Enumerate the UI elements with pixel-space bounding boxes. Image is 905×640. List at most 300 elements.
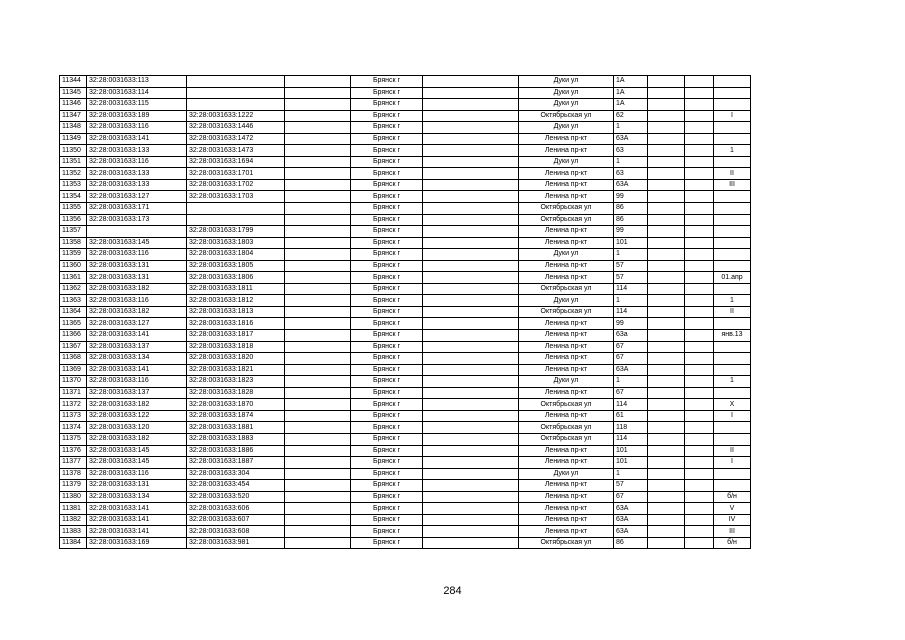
- cell-empty-column: [285, 341, 351, 353]
- cell-parcel-number: 32:28:0031633:122: [87, 410, 187, 422]
- table-row: [60, 318, 751, 330]
- cell-empty-column: [423, 537, 519, 549]
- cell-apartment: II: [714, 306, 751, 318]
- cell-object-number: 32:28:0031633:1702: [187, 179, 285, 191]
- cell-city: Брянск г: [351, 526, 423, 538]
- cell-object-number: 32:28:0031633:1806: [187, 272, 285, 284]
- cell-street: Дуки ул: [519, 376, 614, 388]
- cell-street: Дуки ул: [519, 295, 614, 307]
- cell-object-number: 32:28:0031633:1816: [187, 318, 285, 330]
- cell-empty-column: [685, 99, 714, 111]
- cell-empty-column: [285, 387, 351, 399]
- cell-object-number: 32:28:0031633:1820: [187, 353, 285, 365]
- table-row: [60, 260, 751, 272]
- cell-empty-column: [685, 491, 714, 503]
- cell-apartment: [714, 76, 751, 88]
- cell-object-number: 32:28:0031633:1812: [187, 295, 285, 307]
- cell-city: Брянск г: [351, 87, 423, 99]
- cell-house-number: 101: [614, 237, 648, 249]
- cell-city: Брянск г: [351, 226, 423, 238]
- cell-row-number: 11360: [60, 260, 87, 272]
- cell-empty-column: [423, 76, 519, 88]
- cell-empty-column: [285, 422, 351, 434]
- cell-city: Брянск г: [351, 203, 423, 215]
- cell-row-number: 11381: [60, 503, 87, 515]
- cell-street: Ленина пр-кт: [519, 272, 614, 284]
- cell-parcel-number: 32:28:0031633:131: [87, 260, 187, 272]
- cell-street: Дуки ул: [519, 156, 614, 168]
- cell-parcel-number: 32:28:0031633:189: [87, 110, 187, 122]
- cell-object-number: 32:28:0031633:1874: [187, 410, 285, 422]
- table-row: [60, 364, 751, 376]
- cell-empty-column: [423, 87, 519, 99]
- cell-empty-column: [648, 295, 685, 307]
- cell-object-number: 32:28:0031633:1694: [187, 156, 285, 168]
- cell-street: Ленина пр-кт: [519, 491, 614, 503]
- cell-parcel-number: 32:28:0031633:145: [87, 445, 187, 457]
- cell-parcel-number: 32:28:0031633:171: [87, 203, 187, 215]
- cell-empty-column: [285, 122, 351, 134]
- cell-empty-column: [285, 468, 351, 480]
- cell-object-number: 32:28:0031633:1818: [187, 341, 285, 353]
- cell-house-number: 62: [614, 110, 648, 122]
- cell-empty-column: [648, 237, 685, 249]
- cell-empty-column: [685, 457, 714, 469]
- cell-house-number: 67: [614, 387, 648, 399]
- cell-parcel-number: 32:28:0031633:141: [87, 526, 187, 538]
- cell-empty-column: [648, 353, 685, 365]
- cell-street: Ленина пр-кт: [519, 445, 614, 457]
- cell-house-number: 1А: [614, 99, 648, 111]
- cell-empty-column: [648, 433, 685, 445]
- cell-empty-column: [423, 433, 519, 445]
- cell-empty-column: [423, 330, 519, 342]
- cell-empty-column: [285, 226, 351, 238]
- cell-empty-column: [423, 503, 519, 515]
- cell-empty-column: [648, 445, 685, 457]
- cell-apartment: [714, 468, 751, 480]
- cell-empty-column: [285, 133, 351, 145]
- cell-empty-column: [285, 249, 351, 261]
- cell-city: Брянск г: [351, 433, 423, 445]
- cell-house-number: 114: [614, 283, 648, 295]
- cell-house-number: 57: [614, 260, 648, 272]
- cell-empty-column: [685, 122, 714, 134]
- cell-empty-column: [648, 491, 685, 503]
- cell-house-number: 67: [614, 353, 648, 365]
- cell-empty-column: [648, 364, 685, 376]
- cell-object-number: 32:28:0031633:1823: [187, 376, 285, 388]
- cell-row-number: 11363: [60, 295, 87, 307]
- table-row: [60, 214, 751, 226]
- cell-city: Брянск г: [351, 76, 423, 88]
- cell-parcel-number: 32:28:0031633:182: [87, 283, 187, 295]
- cell-empty-column: [423, 237, 519, 249]
- cell-empty-column: [423, 410, 519, 422]
- cell-object-number: 32:28:0031633:608: [187, 526, 285, 538]
- cell-object-number: 32:28:0031633:454: [187, 480, 285, 492]
- cell-street: Ленина пр-кт: [519, 237, 614, 249]
- cell-empty-column: [648, 341, 685, 353]
- cell-row-number: 11368: [60, 353, 87, 365]
- cell-object-number: 32:28:0031633:1446: [187, 122, 285, 134]
- cell-city: Брянск г: [351, 330, 423, 342]
- cell-empty-column: [423, 283, 519, 295]
- cell-empty-column: [423, 468, 519, 480]
- cell-empty-column: [423, 99, 519, 111]
- cell-object-number: 32:28:0031633:1803: [187, 237, 285, 249]
- cell-apartment: [714, 387, 751, 399]
- cell-house-number: 63А: [614, 133, 648, 145]
- cell-empty-column: [285, 145, 351, 157]
- cell-city: Брянск г: [351, 537, 423, 549]
- cell-parcel-number: 32:28:0031633:116: [87, 122, 187, 134]
- cell-empty-column: [648, 514, 685, 526]
- page-number: 284: [443, 585, 462, 597]
- cell-empty-column: [285, 191, 351, 203]
- cell-city: Брянск г: [351, 156, 423, 168]
- cell-house-number: 114: [614, 306, 648, 318]
- cell-empty-column: [648, 99, 685, 111]
- cell-empty-column: [685, 399, 714, 411]
- cell-empty-column: [685, 364, 714, 376]
- cell-empty-column: [685, 76, 714, 88]
- cell-row-number: 11357: [60, 226, 87, 238]
- cell-house-number: 63А: [614, 526, 648, 538]
- cell-row-number: 11382: [60, 514, 87, 526]
- cell-empty-column: [685, 260, 714, 272]
- cell-house-number: 114: [614, 433, 648, 445]
- cell-city: Брянск г: [351, 376, 423, 388]
- cell-apartment: I: [714, 110, 751, 122]
- cell-city: Брянск г: [351, 341, 423, 353]
- cell-apartment: 1: [714, 376, 751, 388]
- cell-empty-column: [423, 133, 519, 145]
- cell-parcel-number: 32:28:0031633:116: [87, 249, 187, 261]
- cell-empty-column: [648, 179, 685, 191]
- cell-house-number: 99: [614, 191, 648, 203]
- cell-apartment: [714, 480, 751, 492]
- cell-apartment: [714, 99, 751, 111]
- cell-object-number: 32:28:0031633:520: [187, 491, 285, 503]
- table-row: [60, 249, 751, 261]
- cell-parcel-number: 32:28:0031633:133: [87, 168, 187, 180]
- cell-empty-column: [423, 422, 519, 434]
- cell-empty-column: [685, 480, 714, 492]
- table-row: [60, 526, 751, 538]
- cell-empty-column: [285, 168, 351, 180]
- table-row: [60, 237, 751, 249]
- cell-empty-column: [685, 433, 714, 445]
- cell-empty-column: [423, 399, 519, 411]
- cell-city: Брянск г: [351, 422, 423, 434]
- cell-empty-column: [285, 237, 351, 249]
- cell-row-number: 11356: [60, 214, 87, 226]
- cell-street: Октябрьская ул: [519, 537, 614, 549]
- cell-apartment: б/н: [714, 537, 751, 549]
- cell-apartment: [714, 226, 751, 238]
- cell-empty-column: [648, 387, 685, 399]
- cell-empty-column: [685, 168, 714, 180]
- cell-parcel-number: 32:28:0031633:120: [87, 422, 187, 434]
- cell-street: Ленина пр-кт: [519, 191, 614, 203]
- cell-empty-column: [285, 410, 351, 422]
- cell-empty-column: [685, 272, 714, 284]
- cell-row-number: 11364: [60, 306, 87, 318]
- cell-empty-column: [648, 410, 685, 422]
- cell-city: Брянск г: [351, 353, 423, 365]
- cell-empty-column: [423, 480, 519, 492]
- cell-empty-column: [685, 330, 714, 342]
- cell-empty-column: [285, 433, 351, 445]
- table-row: [60, 480, 751, 492]
- cell-house-number: 57: [614, 272, 648, 284]
- cell-apartment: [714, 237, 751, 249]
- cell-row-number: 11378: [60, 468, 87, 480]
- cell-parcel-number: 32:28:0031633:114: [87, 87, 187, 99]
- cell-parcel-number: [87, 226, 187, 238]
- cell-city: Брянск г: [351, 503, 423, 515]
- cell-apartment: III: [714, 179, 751, 191]
- cell-empty-column: [685, 87, 714, 99]
- cell-empty-column: [685, 295, 714, 307]
- cell-apartment: [714, 341, 751, 353]
- cell-city: Брянск г: [351, 306, 423, 318]
- cell-empty-column: [685, 191, 714, 203]
- cell-street: Ленина пр-кт: [519, 514, 614, 526]
- cell-parcel-number: 32:28:0031633:145: [87, 457, 187, 469]
- cell-object-number: [187, 214, 285, 226]
- cell-object-number: 32:28:0031633:981: [187, 537, 285, 549]
- cell-object-number: 32:28:0031633:1473: [187, 145, 285, 157]
- cell-parcel-number: 32:28:0031633:182: [87, 399, 187, 411]
- cell-city: Брянск г: [351, 237, 423, 249]
- cell-object-number: 32:28:0031633:1701: [187, 168, 285, 180]
- cell-empty-column: [423, 214, 519, 226]
- cell-street: Октябрьская ул: [519, 110, 614, 122]
- cell-house-number: 63: [614, 145, 648, 157]
- cell-empty-column: [685, 341, 714, 353]
- cell-empty-column: [648, 203, 685, 215]
- cell-row-number: 11348: [60, 122, 87, 134]
- cell-object-number: 32:28:0031633:1805: [187, 260, 285, 272]
- cell-empty-column: [285, 399, 351, 411]
- cell-house-number: 57: [614, 480, 648, 492]
- cell-object-number: 32:28:0031633:1870: [187, 399, 285, 411]
- cell-parcel-number: 32:28:0031633:116: [87, 468, 187, 480]
- cell-empty-column: [685, 318, 714, 330]
- cell-street: Ленина пр-кт: [519, 526, 614, 538]
- cell-apartment: [714, 433, 751, 445]
- cell-empty-column: [423, 168, 519, 180]
- cell-row-number: 11380: [60, 491, 87, 503]
- cell-row-number: 11383: [60, 526, 87, 538]
- cell-empty-column: [423, 145, 519, 157]
- cell-city: Брянск г: [351, 272, 423, 284]
- cell-city: Брянск г: [351, 283, 423, 295]
- cell-apartment: [714, 87, 751, 99]
- cell-street: Ленина пр-кт: [519, 318, 614, 330]
- cell-empty-column: [285, 306, 351, 318]
- cell-parcel-number: 32:28:0031633:141: [87, 514, 187, 526]
- cell-house-number: 86: [614, 214, 648, 226]
- cell-empty-column: [648, 249, 685, 261]
- cell-empty-column: [685, 133, 714, 145]
- cell-row-number: 11367: [60, 341, 87, 353]
- cell-apartment: X: [714, 399, 751, 411]
- cell-empty-column: [685, 110, 714, 122]
- cell-empty-column: [423, 249, 519, 261]
- cell-object-number: 32:28:0031633:1828: [187, 387, 285, 399]
- cell-parcel-number: 32:28:0031633:127: [87, 318, 187, 330]
- cell-apartment: [714, 191, 751, 203]
- cell-empty-column: [285, 99, 351, 111]
- cell-row-number: 11346: [60, 99, 87, 111]
- cell-street: Октябрьская ул: [519, 203, 614, 215]
- cell-empty-column: [423, 526, 519, 538]
- cell-empty-column: [685, 503, 714, 515]
- cell-city: Брянск г: [351, 295, 423, 307]
- cell-street: Октябрьская ул: [519, 283, 614, 295]
- table-row: [60, 283, 751, 295]
- cell-row-number: 11384: [60, 537, 87, 549]
- cell-empty-column: [423, 226, 519, 238]
- cell-empty-column: [285, 214, 351, 226]
- cell-parcel-number: 32:28:0031633:182: [87, 306, 187, 318]
- cell-object-number: [187, 99, 285, 111]
- cell-empty-column: [648, 376, 685, 388]
- cell-city: Брянск г: [351, 145, 423, 157]
- cell-empty-column: [648, 537, 685, 549]
- table-row: [60, 226, 751, 238]
- cell-empty-column: [685, 145, 714, 157]
- cell-house-number: 1: [614, 249, 648, 261]
- cell-row-number: 11376: [60, 445, 87, 457]
- cell-empty-column: [285, 318, 351, 330]
- cell-house-number: 63А: [614, 179, 648, 191]
- cell-parcel-number: 32:28:0031633:127: [87, 191, 187, 203]
- cell-empty-column: [423, 306, 519, 318]
- table-row: [60, 422, 751, 434]
- cell-empty-column: [648, 226, 685, 238]
- cell-street: Ленина пр-кт: [519, 410, 614, 422]
- cell-empty-column: [648, 260, 685, 272]
- cell-parcel-number: 32:28:0031633:182: [87, 433, 187, 445]
- cell-empty-column: [648, 526, 685, 538]
- cell-row-number: 11369: [60, 364, 87, 376]
- table-row: [60, 133, 751, 145]
- cell-object-number: [187, 203, 285, 215]
- cell-empty-column: [648, 110, 685, 122]
- cell-house-number: 1: [614, 295, 648, 307]
- table-row: [60, 399, 751, 411]
- cell-apartment: [714, 364, 751, 376]
- cell-empty-column: [285, 503, 351, 515]
- cell-empty-column: [423, 514, 519, 526]
- cell-empty-column: [423, 203, 519, 215]
- cell-row-number: 11351: [60, 156, 87, 168]
- cell-empty-column: [685, 422, 714, 434]
- cell-object-number: [187, 87, 285, 99]
- table-row: [60, 491, 751, 503]
- cell-empty-column: [285, 353, 351, 365]
- cell-row-number: 11377: [60, 457, 87, 469]
- cell-empty-column: [285, 537, 351, 549]
- cell-house-number: 86: [614, 203, 648, 215]
- cell-row-number: 11373: [60, 410, 87, 422]
- cell-row-number: 11347: [60, 110, 87, 122]
- cell-empty-column: [423, 110, 519, 122]
- cell-city: Брянск г: [351, 457, 423, 469]
- cell-apartment: V: [714, 503, 751, 515]
- cell-apartment: [714, 214, 751, 226]
- cell-row-number: 11352: [60, 168, 87, 180]
- cell-row-number: 11370: [60, 376, 87, 388]
- cell-object-number: 32:28:0031633:1817: [187, 330, 285, 342]
- cell-apartment: IV: [714, 514, 751, 526]
- cell-row-number: 11374: [60, 422, 87, 434]
- cell-parcel-number: 32:28:0031633:145: [87, 237, 187, 249]
- table-row: [60, 503, 751, 515]
- table-row: [60, 179, 751, 191]
- cell-street: Дуки ул: [519, 249, 614, 261]
- cell-parcel-number: 32:28:0031633:113: [87, 76, 187, 88]
- cell-parcel-number: 32:28:0031633:141: [87, 330, 187, 342]
- cell-row-number: 11354: [60, 191, 87, 203]
- cell-parcel-number: 32:28:0031633:169: [87, 537, 187, 549]
- cell-street: Ленина пр-кт: [519, 133, 614, 145]
- cell-city: Брянск г: [351, 399, 423, 411]
- cell-empty-column: [423, 260, 519, 272]
- table-row: [60, 376, 751, 388]
- cell-empty-column: [285, 260, 351, 272]
- table-row: [60, 330, 751, 342]
- table-row: [60, 203, 751, 215]
- cell-city: Брянск г: [351, 468, 423, 480]
- cell-empty-column: [423, 364, 519, 376]
- cell-street: Дуки ул: [519, 468, 614, 480]
- cell-empty-column: [423, 457, 519, 469]
- cell-empty-column: [423, 445, 519, 457]
- cell-empty-column: [685, 249, 714, 261]
- cell-empty-column: [648, 306, 685, 318]
- cell-city: Брянск г: [351, 445, 423, 457]
- table-row: [60, 191, 751, 203]
- cell-object-number: 32:28:0031633:607: [187, 514, 285, 526]
- cell-city: Брянск г: [351, 364, 423, 376]
- cell-city: Брянск г: [351, 387, 423, 399]
- cell-city: Брянск г: [351, 249, 423, 261]
- table-row: [60, 87, 751, 99]
- cell-street: Октябрьская ул: [519, 422, 614, 434]
- cell-empty-column: [423, 191, 519, 203]
- cell-apartment: янв.13: [714, 330, 751, 342]
- table-row: [60, 76, 751, 88]
- cell-empty-column: [285, 156, 351, 168]
- cell-row-number: 11355: [60, 203, 87, 215]
- table-row: [60, 433, 751, 445]
- cell-empty-column: [685, 376, 714, 388]
- cell-parcel-number: 32:28:0031633:173: [87, 214, 187, 226]
- cell-empty-column: [285, 295, 351, 307]
- cell-object-number: 32:28:0031633:304: [187, 468, 285, 480]
- cell-object-number: 32:28:0031633:1804: [187, 249, 285, 261]
- table-row: [60, 110, 751, 122]
- cell-street: Ленина пр-кт: [519, 179, 614, 191]
- cell-row-number: 11345: [60, 87, 87, 99]
- table-row: [60, 445, 751, 457]
- cell-row-number: 11344: [60, 76, 87, 88]
